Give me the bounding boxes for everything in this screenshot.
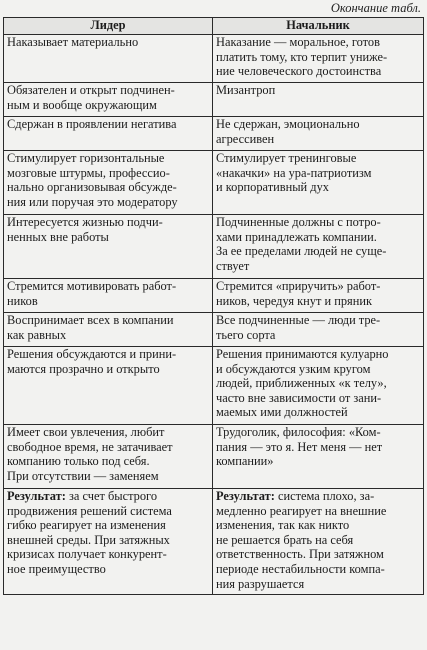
cell-boss: Все подчиненные — люди тре- тьего сорта [213,313,424,347]
cell-leader: Воспринимает всех в компании как равных [4,313,213,347]
table-row [4,279,424,313]
comparison-table [3,17,424,595]
cell-boss-result: Результат: система плохо, за- медленно реагирует на внешние изменения, так как никто не решается брать на себя ответственность. При затяжном периоде нестабильности компа- ния разрушается [213,489,424,595]
table-row [4,151,424,215]
cell-boss: Стимулирует тренинговые «накачки» на ура-патриотизм и корпоративный дух [213,151,424,215]
cell-boss: Стремится «приручить» работ- ников, чередуя кнут и пряник [213,279,424,313]
cell-boss: Трудоголик, философия: «Ком- пания — это я. Нет меня — нет компании» [213,425,424,489]
table-row [4,215,424,279]
table-row [4,489,424,595]
result-label: Результат: [216,489,275,503]
cell-leader: Стремится мотивировать работ- ников [4,279,213,313]
table-row [4,425,424,489]
table-caption: Окончание табл. [330,1,421,15]
cell-boss: Решения принимаются кулуарно и обсуждаются узким кругом людей, приближенных «к телу», часто вне зависимости от зани- маемых ими должностей [213,347,424,425]
result-label: Результат: [7,489,66,503]
cell-leader: Наказывает материально [4,35,213,83]
cell-boss: Подчиненные должны с потро- хами принадлежать компании. За ее пределами людей не суще- ствует [213,215,424,279]
cell-leader: Стимулирует горизонтальные мозговые штурмы, профессио- нально организовывая обсужде- ния или поручая это модератору [4,151,213,215]
cell-boss: Не сдержан, эмоционально агрессивен [213,117,424,151]
cell-boss: Мизантроп [213,83,424,117]
cell-leader-result: Результат: за счет быстрого продвижения решений система гибко реагирует на изменения внешней среды. При затяжных кризисах получает конкурент- ное преимущество [4,489,213,595]
cell-boss: Наказание — моральное, готов платить тому, кто терпит униже- ние человеческого достоинства [213,35,424,83]
header-leader: Лидер [4,18,213,35]
table-row [4,347,424,425]
cell-leader: Имеет свои увлечения, любит свободное время, не затачивает компанию только под себя. При отсутствии — заменяем [4,425,213,489]
cell-leader: Интересуется жизнью подчи- ненных вне работы [4,215,213,279]
table-row [4,117,424,151]
header-boss: Начальник [213,18,424,35]
table-row [4,35,424,83]
cell-leader: Сдержан в проявлении негатива [4,117,213,151]
table-header-row [4,18,424,35]
cell-leader: Обязателен и открыт подчинен- ным и вообще окружающим [4,83,213,117]
cell-leader: Решения обсуждаются и прини- маются прозрачно и открыто [4,347,213,425]
table-row [4,83,424,117]
table-row [4,313,424,347]
